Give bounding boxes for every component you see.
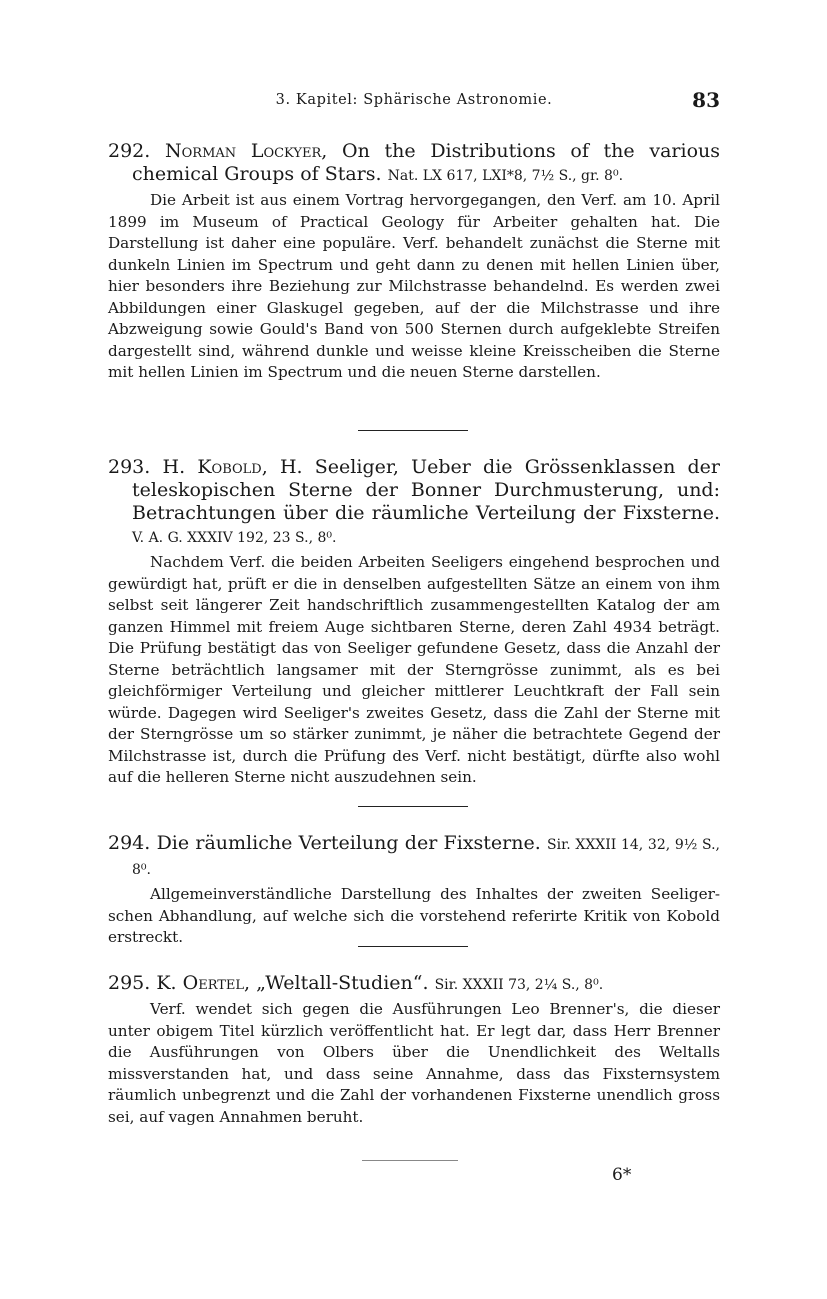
entry-body: Verf. wendet sich gegen die Ausführungen Leo Brenner's, die dieser unter obigem Titel kürzlich veröffentlicht hat. Er legt dar, dass Herr Brenner die Ausführungen von Olbers über die Unendlichkeit des Weltalls missverstanden hat, und dass seine Annahme, dass das Fixsternsystem räumlich unbegrenzt und die Zahl der vorhandenen Fixsterne unendlich gross sei, auf vagen Annahmen beruht. bbox=[108, 1000, 720, 1126]
section-divider bbox=[362, 1160, 458, 1161]
entry-number: 294. bbox=[108, 832, 151, 854]
running-title: 3. Kapitel: Sphärische Astronomie. bbox=[275, 92, 553, 108]
entry-reference: V. A. G. XXXIV 192, 23 S., 8⁰. bbox=[132, 530, 337, 546]
entry-author: K. Oertel, bbox=[156, 972, 251, 994]
entry-heading bbox=[108, 972, 720, 997]
entry-title: „Weltall-Studien“. bbox=[256, 972, 429, 994]
entry-title: On the Distributions of the various chemical Groups of Stars. bbox=[132, 140, 720, 185]
entry-body: Nachdem Verf. die beiden Arbeiten Seeligers eingehend besprochen und gewürdigt hat, prüft er die in denselben aufgestellten Sätze an einem von ihm selbst seit längerer Zeit handschriftlich zusammengestellten Katalog der am ganzen Himmel mit freiem Auge sichtbaren Sterne, deren Zahl 4934 beträgt. Die Prüfung bestätigt das von Seeliger gefundene Gesetz, dass die Anzahl der Sterne beträchtlich langsamer mit der Sterngrösse zunimmt, als es bei gleichförmiger Verteilung und gleicher mittlerer Leuchtkraft der Fall sein würde. Dagegen wird Seeliger's zweites Gesetz, dass die Zahl der Sterne mit der Sterngrösse um so stärker zunimmt, je näher die betrachtete Gegend der Milchstrasse ist, durch die Prüfung des Verf. nicht bestätigt, dürfte also wohl auf die helleren Sterne nicht auszudehnen sein. bbox=[108, 553, 720, 786]
entry-295 bbox=[108, 972, 720, 1128]
entry-body: Die Arbeit ist aus einem Vortrag hervorgegangen, den Verf. am 10. April 1899 im Museum of Practical Geology für Arbeiter gehalten hat. Die Darstellung ist daher eine populäre. Verf. behandelt zunächst die Sterne mit dunkeln Linien im Spectrum und geht dann zu denen mit hellen Linien über, hier besonders ihre Beziehung zur Milchstrasse behandelnd. Es werden zwei Abbildungen einer Glaskugel gegeben, auf der die Milchstrasse und ihre Abzweigung sowie Gould's Band von 500 Sternen durch aufgeklebte Streifen dargestellt sind, während dunkle und weisse kleine Kreisscheiben die Sterne mit hellen Linien im Spectrum und die neuen Sterne darstellen. bbox=[108, 191, 720, 381]
entry-292 bbox=[108, 140, 720, 384]
entry-heading bbox=[108, 832, 720, 882]
entry-294 bbox=[108, 832, 720, 949]
entry-number: 293. bbox=[108, 456, 151, 478]
entry-title: H. Seeliger, Ueber die Grössenklassen der teleskopischen Sterne der Bonner Durchmusterung, und: Betrachtungen über die räumliche Verteilung der Fixsterne. bbox=[132, 456, 720, 524]
entry-body: Allgemeinverständliche Darstellung des Inhaltes der zweiten Seeliger-schen Abhandlung, auf welche sich die vorstehend referirte Kritik von Kobold erstreckt. bbox=[108, 885, 720, 946]
entry-author: H. Kobold, bbox=[162, 456, 268, 478]
section-divider bbox=[358, 430, 468, 431]
entry-heading bbox=[108, 140, 720, 188]
signature-mark: 6* bbox=[612, 1165, 632, 1185]
entry-number: 292. bbox=[108, 140, 151, 162]
entry-reference: Sir. XXXII 73, 2¼ S., 8⁰. bbox=[434, 977, 604, 993]
section-divider bbox=[358, 946, 468, 947]
entry-reference: Sir. XXXII 14, 32, 9½ S., 8⁰. bbox=[132, 837, 720, 878]
page-number: 83 bbox=[692, 88, 720, 112]
page-header bbox=[108, 88, 720, 114]
entry-heading bbox=[108, 456, 720, 550]
entry-reference: Nat. LX 617, LXI*8, 7½ S., gr. 8⁰. bbox=[387, 168, 624, 184]
section-divider bbox=[358, 806, 468, 807]
entry-title: Die räumliche Verteilung der Fixsterne. bbox=[156, 832, 541, 854]
entry-293 bbox=[108, 456, 720, 789]
entry-author: Norman Lockyer, bbox=[165, 140, 328, 162]
entry-number: 295. bbox=[108, 972, 151, 994]
